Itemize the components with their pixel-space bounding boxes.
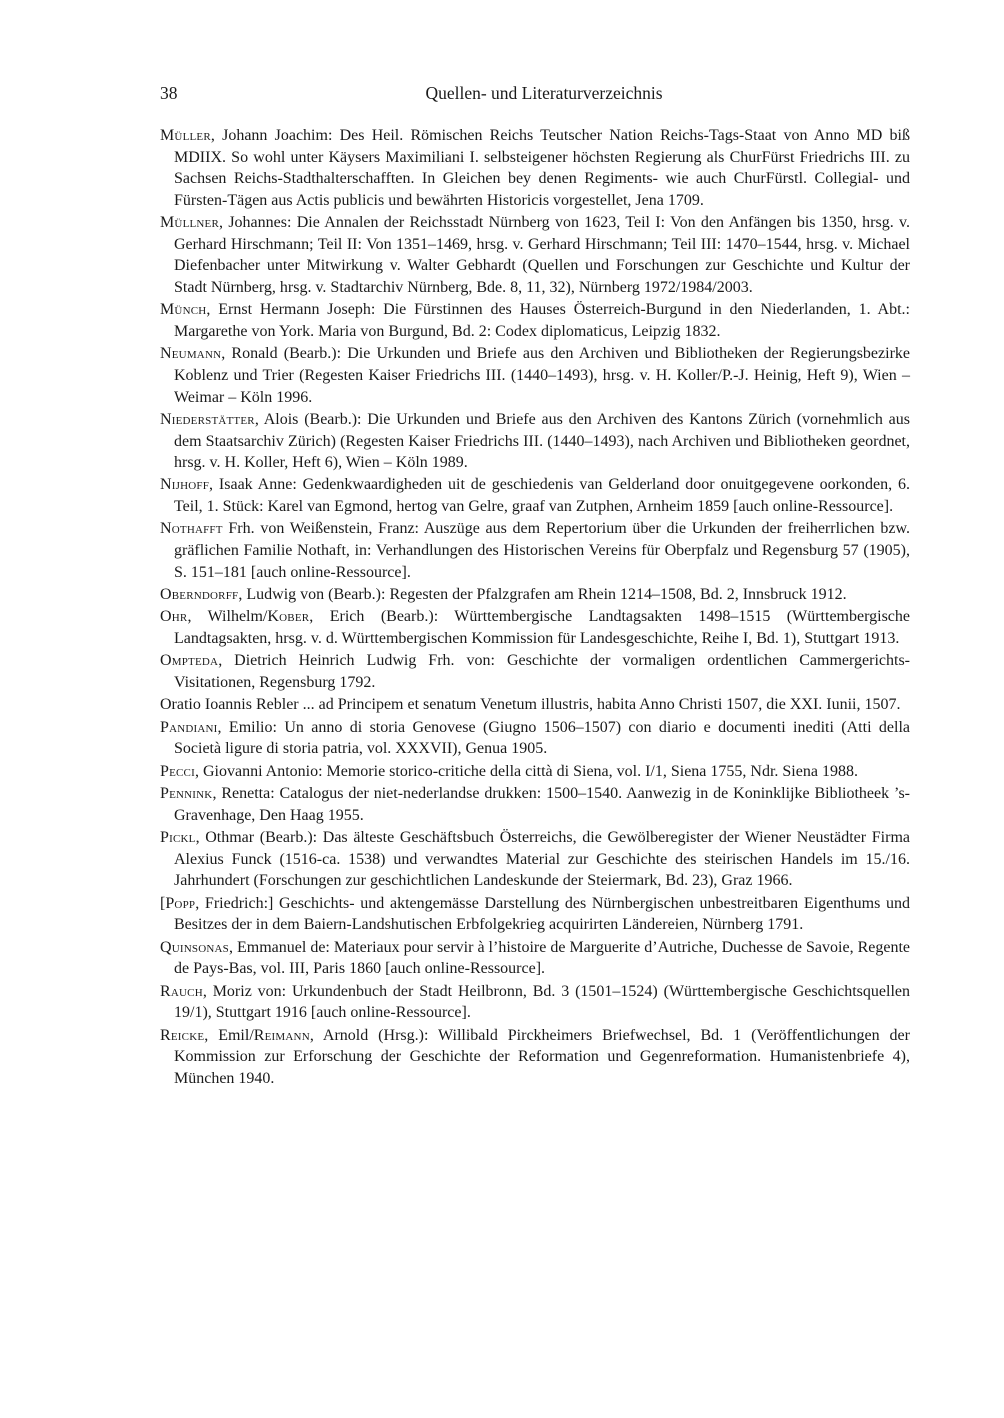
entry-text: , Friedrich:] Geschichts- und aktengemässe Darstellung des Nürnbergischen unbestreitbaren Eigenthums und Besitzes der in dem Baiern-Landshutischen Erbfolgekrieg acquirirten Ländereien, Nürnberg 1791.: [174, 894, 910, 934]
author-surname: Ohr: [160, 608, 188, 626]
bibliography-entry: [160, 606, 910, 649]
page-header: [160, 80, 910, 110]
entry-text: , Ernst Hermann Joseph: Die Fürstinnen des Hauses Österreich-Burgund in den Niederlanden, 1. Abt.: Margarethe von York. Maria von Burgund, Bd. 2: Codex diplomaticus, Leipzig 1832.: [174, 301, 910, 340]
entry-text: Oratio Ioannis Rebler ... ad Principem et senatum Venetum illustris, habita Anno Christi 1507, die XXI. Iunii, 1507.: [160, 696, 901, 714]
entry-text: , Renetta: Catalogus der niet-nederlandse drukken: 1500–1540. Aanwezig in de Koninklijke Bibliotheek ’s-Gravenhage, Den Haag 1955.: [174, 785, 910, 824]
author-surname: Neumann: [160, 345, 222, 363]
author-surname: Münch: [160, 301, 207, 319]
entry-text: , Moriz von: Urkundenbuch der Stadt Heilbronn, Bd. 3 (1501–1524) (Württembergische Geschichtsquellen 19/1), Stuttgart 1916 [auch online-Ressource].: [174, 982, 910, 1022]
entry-text: , Emilio: Un anno di storia Genovese (Giugno 1506–1507) con diario e documenti inediti (Atti della Società ligure di storia patria, vol. XXXVII), Genua 1905.: [174, 718, 910, 758]
bibliography-entry: [160, 761, 910, 783]
bibliography-entry: [160, 650, 910, 693]
author-surname: Reicke: [160, 1026, 205, 1044]
author-surname: Quinsonas: [160, 938, 229, 956]
author-surname: Pecci: [160, 762, 195, 780]
bibliography-entry: [160, 299, 910, 342]
bibliography-entry: [160, 212, 910, 298]
entry-text: , Emil/: [204, 1026, 254, 1044]
bibliography-entry: [160, 717, 910, 760]
author-surname: Müller: [160, 127, 211, 144]
bibliography-entry: [160, 783, 910, 826]
author-surname: Kober: [267, 608, 310, 626]
author-surname: Ompteda: [160, 652, 219, 670]
author-surname: Pandiani: [160, 718, 218, 736]
bibliography-entry: [160, 981, 910, 1024]
entry-text: , Isaak Anne: Gedenkwaardigheden uit de geschiedenis van Gelderland door onuitgegevene oorkonden, 6. Teil, 1. Stück: Karel van Egmond, hertog van Gelre, graaf van Zutphen, Arnheim 1859 [auch online-Ressource].: [174, 476, 910, 516]
bibliography-entry: [160, 827, 910, 892]
bibliography-entry: [160, 893, 910, 936]
author-surname: Oberndorff: [160, 586, 239, 604]
running-head: Quellen- und Literaturverzeichnis: [425, 83, 663, 103]
page-number: 38: [160, 83, 178, 103]
page: [160, 80, 910, 1089]
bibliography-entry: [160, 125, 910, 211]
author-surname: Rauch: [160, 982, 203, 1000]
entry-text: , Ludwig von (Bearb.): Regesten der Pfalzgrafen am Rhein 1214–1508, Bd. 2, Innsbruck 1912.: [238, 586, 847, 604]
bibliography-entry: [160, 937, 910, 980]
entry-text: , Erich (Bearb.): Württembergische Landtagsakten 1498–1515 (Württembergische Landtagsakten, hrsg. v. d. Württembergischen Kommission für Landesgeschichte, Reihe I, Bd. 1), Stuttgart 1913.: [174, 608, 911, 648]
bibliography-entry: [160, 343, 910, 408]
author-surname: Müllner: [160, 214, 220, 232]
author-surname: Niederstätter: [160, 410, 255, 428]
entry-text: , Johannes: Die Annalen der Reichsstadt Nürnberg von 1623, Teil I: Von den Anfängen bis 1350, hrsg. v. Gerhard Hirschmann; Teil II: Von 1351–1469, hrsg. v. Gerhard Hirschmann; Teil III: 1470–1544, hrsg. v. Michael Diefenbacher unter Mitwirkung v. Walter Gebhardt (Quellen und Forschungen zur Geschichte und Kultur der Stadt Nürnberg, hrsg. v. Stadtarchiv Nürnberg, Bde. 8, 11, 32), Nürnberg 1972/1984/2003.: [174, 214, 910, 296]
entry-text: , Wilhelm/: [187, 608, 268, 626]
entry-text: , Ronald (Bearb.): Die Urkunden und Briefe aus den Archiven und Bibliotheken der Regierungsbezirke Koblenz und Trier (Regesten Kaiser Friedrichs III. (1440–1493), hrsg. v. H. Koller/P.-J. Heinig, Heft 9), Wien – Weimar – Köln 1996.: [174, 345, 910, 406]
author-surname: Pickl: [160, 829, 196, 847]
entry-text: , Emmanuel de: Materiaux pour servir à l’histoire de Marguerite d’Autriche, Duchesse de Savoie, Regente de Pays-Bas, vol. III, Paris 1860 [auch online-Ressource].: [174, 938, 910, 978]
author-surname: Reimann: [253, 1026, 310, 1044]
entry-text: , Giovanni Antonio: Memorie storico-critiche della città di Siena, vol. I/1, Siena 1755, Ndr. Siena 1988.: [194, 762, 858, 780]
author-surname: Nothafft: [160, 520, 223, 538]
entry-text: , Dietrich Heinrich Ludwig Frh. von: Geschichte der vormaligen ordentlichen Cammergerichts-Visitationen, Regensburg 1792.: [174, 652, 910, 692]
author-surname: Popp: [165, 894, 196, 912]
bibliography-entry: [160, 474, 910, 517]
bibliography-list: [160, 125, 910, 1089]
bibliography-entry: [160, 1025, 910, 1090]
author-surname: Nijhoff: [160, 476, 210, 494]
bibliography-entry: [160, 409, 910, 474]
entry-text: , Othmar (Bearb.): Das älteste Geschäftsbuch Österreichs, die Gewölberegister der Wiener Neustädter Firma Alexius Funck (1516-ca. 1538) und verwandtes Material zur Geschichte des steirischen Handels im 15./16. Jahrhundert (Forschungen zur geschichtlichen Landeskunde der Steiermark, Bd. 23), Graz 1966.: [174, 829, 910, 890]
entry-text: , Alois (Bearb.): Die Urkunden und Briefe aus den Archiven des Kantons Zürich (vornehmlich aus dem Staatsarchiv Zürich) (Regesten Kaiser Friedrichs III. (1440–1493), nach Archiven und Bibliotheken geordnet, hrsg. v. H. Koller, Heft 6), Wien – Köln 1989.: [174, 410, 910, 472]
entry-prefix: [: [160, 894, 166, 912]
entry-text: , Arnold (Hrsg.): Willibald Pirckheimers Briefwechsel, Bd. 1 (Veröffentlichungen der Kommission zur Erforschung der Geschichte der Reformation und Gegenreformation. Humanistenbriefe 4), München 1940.: [174, 1026, 910, 1087]
bibliography-entry: [160, 518, 910, 583]
bibliography-entry: [160, 694, 910, 716]
bibliography-entry: [160, 584, 910, 606]
entry-text: , Johann Joachim: Des Heil. Römischen Reichs Teutscher Nation Reichs-Tags-Staat von Anno MD biß MDIIX. So wohl unter Käysers Maximiliani I. selbsteigener höchsten Regierung als ChurFürst Friedrichs III. zu Sachsen Reichs-Stadthalterschafften. In Gleichen bey denen Regiments- wie auch ChurFürstl. Collegial- und Fürsten-Tägen aus Actis publicis und bewährten Historicis vorgestellet, Jena 1709.: [174, 127, 910, 209]
entry-text: Frh. von Weißenstein, Franz: Auszüge aus dem Repertorium über die Urkunden der freiherrlichen bzw. gräflichen Familie Nothaft, in: Verhandlungen des Historischen Vereins für Oberpfalz und Regensburg 57 (1905), S. 151–181 [auch online-Ressource].: [174, 520, 910, 581]
author-surname: Pennink: [160, 785, 213, 803]
